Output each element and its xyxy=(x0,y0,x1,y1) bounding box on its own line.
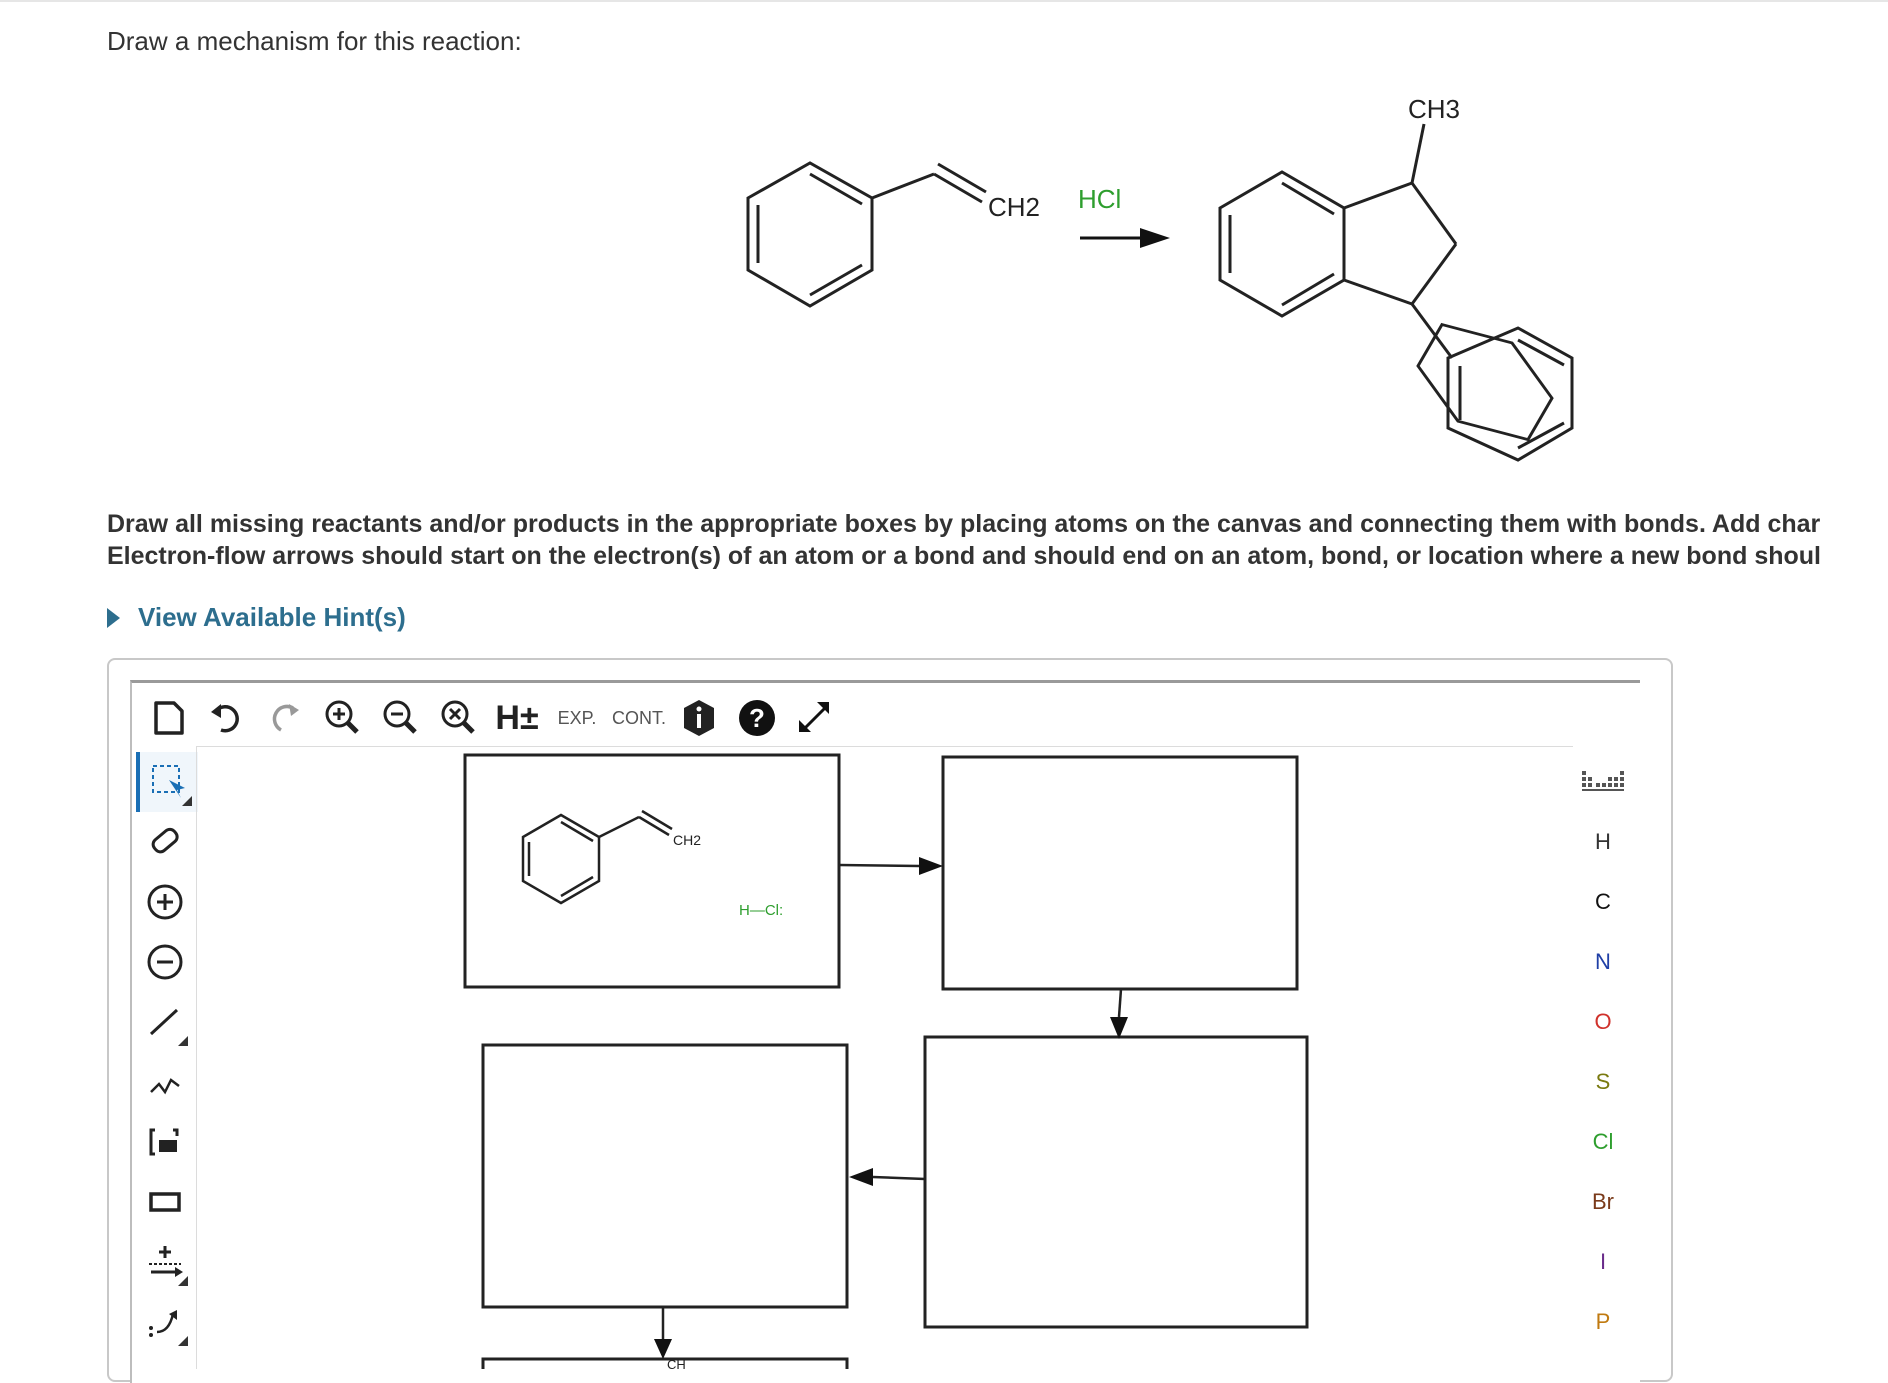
element-cl-button[interactable]: Cl xyxy=(1592,1129,1614,1154)
top-toolbar xyxy=(140,690,844,746)
minus-charge-icon xyxy=(145,942,185,982)
box5-partial-label: CH xyxy=(667,1357,686,1369)
element-i-button[interactable]: I xyxy=(1599,1249,1607,1274)
arrowhead-1-2 xyxy=(919,857,943,875)
new-document-icon[interactable] xyxy=(140,690,198,746)
svg-text:?: ? xyxy=(749,703,765,733)
element-n-button[interactable]: N xyxy=(1595,949,1611,974)
expand-group-button[interactable] xyxy=(546,690,608,746)
cont-label: CONT. xyxy=(612,707,666,728)
plus-charge-icon xyxy=(145,882,185,922)
help-icon[interactable] xyxy=(728,690,786,746)
element-palette xyxy=(1578,752,1628,1352)
eraser-tool[interactable] xyxy=(136,812,194,872)
positive-charge-tool[interactable] xyxy=(136,872,194,932)
left-toolbar xyxy=(136,752,194,1352)
box1-hcl-label: H—Cl: xyxy=(739,902,784,919)
contract-group-button[interactable] xyxy=(608,690,670,746)
bracket-tool[interactable] xyxy=(136,1112,194,1172)
negative-charge-tool[interactable] xyxy=(136,932,194,992)
arrowhead-4-5 xyxy=(654,1339,672,1359)
arrowhead-3-4 xyxy=(849,1168,873,1186)
periodic-table-icon[interactable] xyxy=(1578,752,1628,812)
box1-ch2-label: CH2 xyxy=(673,832,702,848)
reactant-styrene xyxy=(748,163,986,306)
product-phenyl xyxy=(1448,328,1572,460)
box-2 xyxy=(943,757,1297,989)
view-hints-link[interactable] xyxy=(107,602,406,633)
reagent-label: HCl xyxy=(1078,184,1122,214)
instruction-line-1: Draw all missing reactants and/or products in the appropriate boxes by placing atoms on the canvas and connecting them with bonds. Add char xyxy=(107,510,1821,538)
reactant-ch2-label: CH2 xyxy=(988,192,1041,222)
chain-icon xyxy=(145,1062,185,1102)
reaction-scheme xyxy=(700,90,1640,480)
selection-tool[interactable] xyxy=(136,752,198,812)
product-indane xyxy=(1220,124,1552,440)
info-icon[interactable] xyxy=(670,690,728,746)
undo-icon[interactable] xyxy=(198,690,256,746)
h-label: H± xyxy=(495,698,539,737)
box-3 xyxy=(925,1037,1307,1327)
bracket-icon xyxy=(145,1122,185,1162)
explicit-hydrogen-icon[interactable] xyxy=(488,690,546,746)
box-1 xyxy=(465,755,839,987)
element-o-button[interactable]: O xyxy=(1594,1009,1612,1034)
radical-tool[interactable] xyxy=(136,1232,194,1292)
product-ch3-label: CH3 xyxy=(1408,94,1461,124)
zoom-out-icon[interactable] xyxy=(372,690,430,746)
element-c-button[interactable]: C xyxy=(1595,889,1611,914)
zoom-reset-icon[interactable] xyxy=(430,690,488,746)
electron-arrow-tool[interactable] xyxy=(136,1292,194,1352)
reaction-arrowhead xyxy=(1140,228,1170,248)
rectangle-tool[interactable] xyxy=(136,1172,194,1232)
rectangle-icon xyxy=(145,1182,185,1222)
exp-label: EXP. xyxy=(557,707,597,728)
top-divider xyxy=(0,0,1888,2)
element-p-button[interactable]: P xyxy=(1595,1309,1611,1334)
hint-link-label: View Available Hint(s) xyxy=(138,602,406,632)
redo-icon[interactable] xyxy=(256,690,314,746)
single-bond-tool[interactable] xyxy=(136,992,194,1052)
question-prompt: Draw a mechanism for this reaction: xyxy=(107,26,522,56)
eraser-icon xyxy=(145,822,185,862)
instructions xyxy=(107,508,1888,572)
box-4 xyxy=(483,1045,847,1307)
element-s-button[interactable]: S xyxy=(1595,1069,1611,1094)
fullscreen-icon[interactable] xyxy=(786,690,844,746)
element-h-button[interactable]: H xyxy=(1595,829,1611,854)
expand-triangle-icon xyxy=(107,608,120,628)
element-br-button[interactable]: Br xyxy=(1592,1189,1614,1214)
zoom-in-icon[interactable] xyxy=(314,690,372,746)
drawing-canvas[interactable] xyxy=(196,746,1573,1369)
chain-tool[interactable] xyxy=(136,1052,194,1112)
instruction-line-2: Electron-flow arrows should start on the electron(s) of an atom or a bond and should end on an atom, bond, or location where a new bond shoul xyxy=(107,542,1821,570)
